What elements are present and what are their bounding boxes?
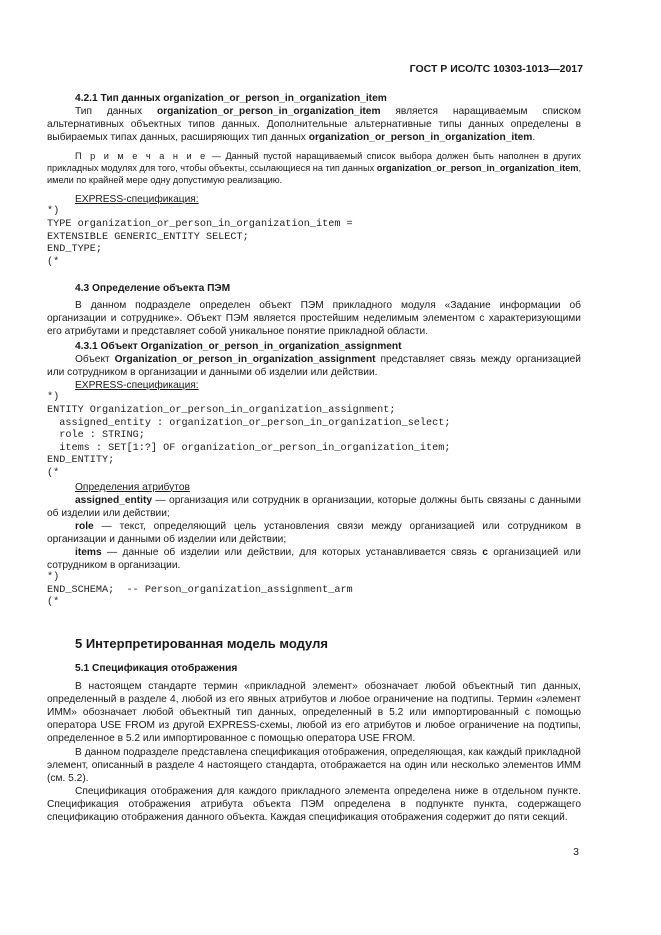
attribute-items: items — данные об изделии или действии, для которых устанавливается связь c организацией или сотрудником в организации. — [47, 547, 581, 572]
section-4-3-title: 4.3 Определение объекта ПЭМ — [75, 283, 231, 294]
section-4-3-1-title: 4.3.1 Объект Organization_or_person_in_organization_assignment — [75, 341, 402, 352]
attribute-definitions-label: Определения атрибутов — [75, 481, 190, 493]
section-5-1-paragraph-2: В данном подразделе представлена спецификация отображения, определяющая, как каждый прикладной элемент, описанный в разделе 4 настоящего стандарта, отображается на один или несколько элементов ИММ (см. 5.2). — [47, 746, 581, 784]
standard-header: ГОСТ Р ИСО/ТС 10303-1013—2017 — [409, 63, 583, 75]
section-5 — [47, 637, 581, 650]
section-4-2-1-title: 4.2.1 Тип данных organization_or_person_in_organization_item — [75, 93, 387, 104]
section-4-2-1 — [47, 92, 581, 269]
attribute-assigned-entity: assigned_entity — организация или сотрудник в организации, которые должны быть связаны с данными об изделии или действии; — [47, 494, 581, 519]
section-5-1 — [47, 662, 581, 824]
page-number: 3 — [573, 846, 579, 858]
express-code-type: *) TYPE organization_or_person_in_organization_item = EXTENSIBLE GENERIC_ENTITY SELECT; END_TYPE; (* — [47, 206, 353, 268]
attribute-role: role — текст, определяющий цель установления связи между организацией или сотрудником в организации и данными об изделии или действии; — [47, 520, 581, 545]
section-4-3-1-paragraph: Объект Organization_or_person_in_organization_assignment представляет связь между организацией или сотрудником в организации и данными об изделии или действии. — [47, 354, 581, 379]
section-4-2-1-paragraph: Тип данных organization_or_person_in_organization_item является наращиваемым списком альтернативных объектных типов данных. Дополнительные альтернативные типы данных определены в выбираемых типах данных, расширяющих тип данных organization_or_person_in_organization_item. — [47, 106, 581, 144]
express-code-end-schema: *) END_SCHEMA; -- Person_organization_assignment_arm (* — [47, 572, 353, 609]
section-4-3-1 — [47, 340, 581, 610]
section-4-3 — [47, 282, 581, 338]
section-5-1-paragraph-1: В настоящем стандарте термин «прикладной элемент» обозначает любой объектный тип данных, определенный в разделе 4, любой из его явных атрибутов и любое ограничение на подтипы. Термин «элемент ИММ» обозначает любой объектный тип данных, определенный в 5.2 или импортированный с помощью оператора USE FROM из другой EXPRESS-схемы, любой из его атрибутов и любое ограничение на подтипы, определенное в 5.2 или импортированное с помощью оператора USE FROM. — [47, 681, 581, 745]
section-4-3-paragraph: В данном подразделе определен объект ПЭМ прикладного модуля «Задание информации об организации и сотруднике». Объект ПЭМ является простейшим неделимым элементом с характеризующими его атрибутами и представляет собой уникальное понятие прикладной области. — [47, 300, 581, 338]
section-5-1-title: 5.1 Спецификация отображения — [75, 663, 238, 674]
section-5-1-paragraph-3: Спецификация отображения для каждого прикладного элемента определена ниже в отдельном пункте. Спецификация отображения атрибута объекта ПЭМ определена в подпункте пункта, содержащего спецификацию отображения данного объекта. Каждая спецификация отображения содержит до пяти секций. — [47, 785, 581, 824]
section-4-2-1-note: П р и м е ч а н и е — Данный пустой наращиваемый список выбора должен быть наполнен в других прикладных модулях для того, чтобы объекты, ссылающиеся на тип данных organization_or_person_in_organization_item, имели по крайней мере одну допустимую реализацию. — [47, 151, 581, 186]
section-5-title: 5 Интерпретированная модель модуля — [75, 636, 328, 651]
express-spec-label: EXPRESS-спецификация: — [75, 194, 199, 206]
express-spec-label: EXPRESS-спецификация: — [75, 380, 199, 392]
express-code-entity: *) ENTITY Organization_or_person_in_organization_assignment; assigned_entity : organization_or_person_in_organization_select; role : STRING; items : SET[1:?] OF organization_or_person_in_organization_item; END_ENTITY; (* — [47, 392, 451, 479]
